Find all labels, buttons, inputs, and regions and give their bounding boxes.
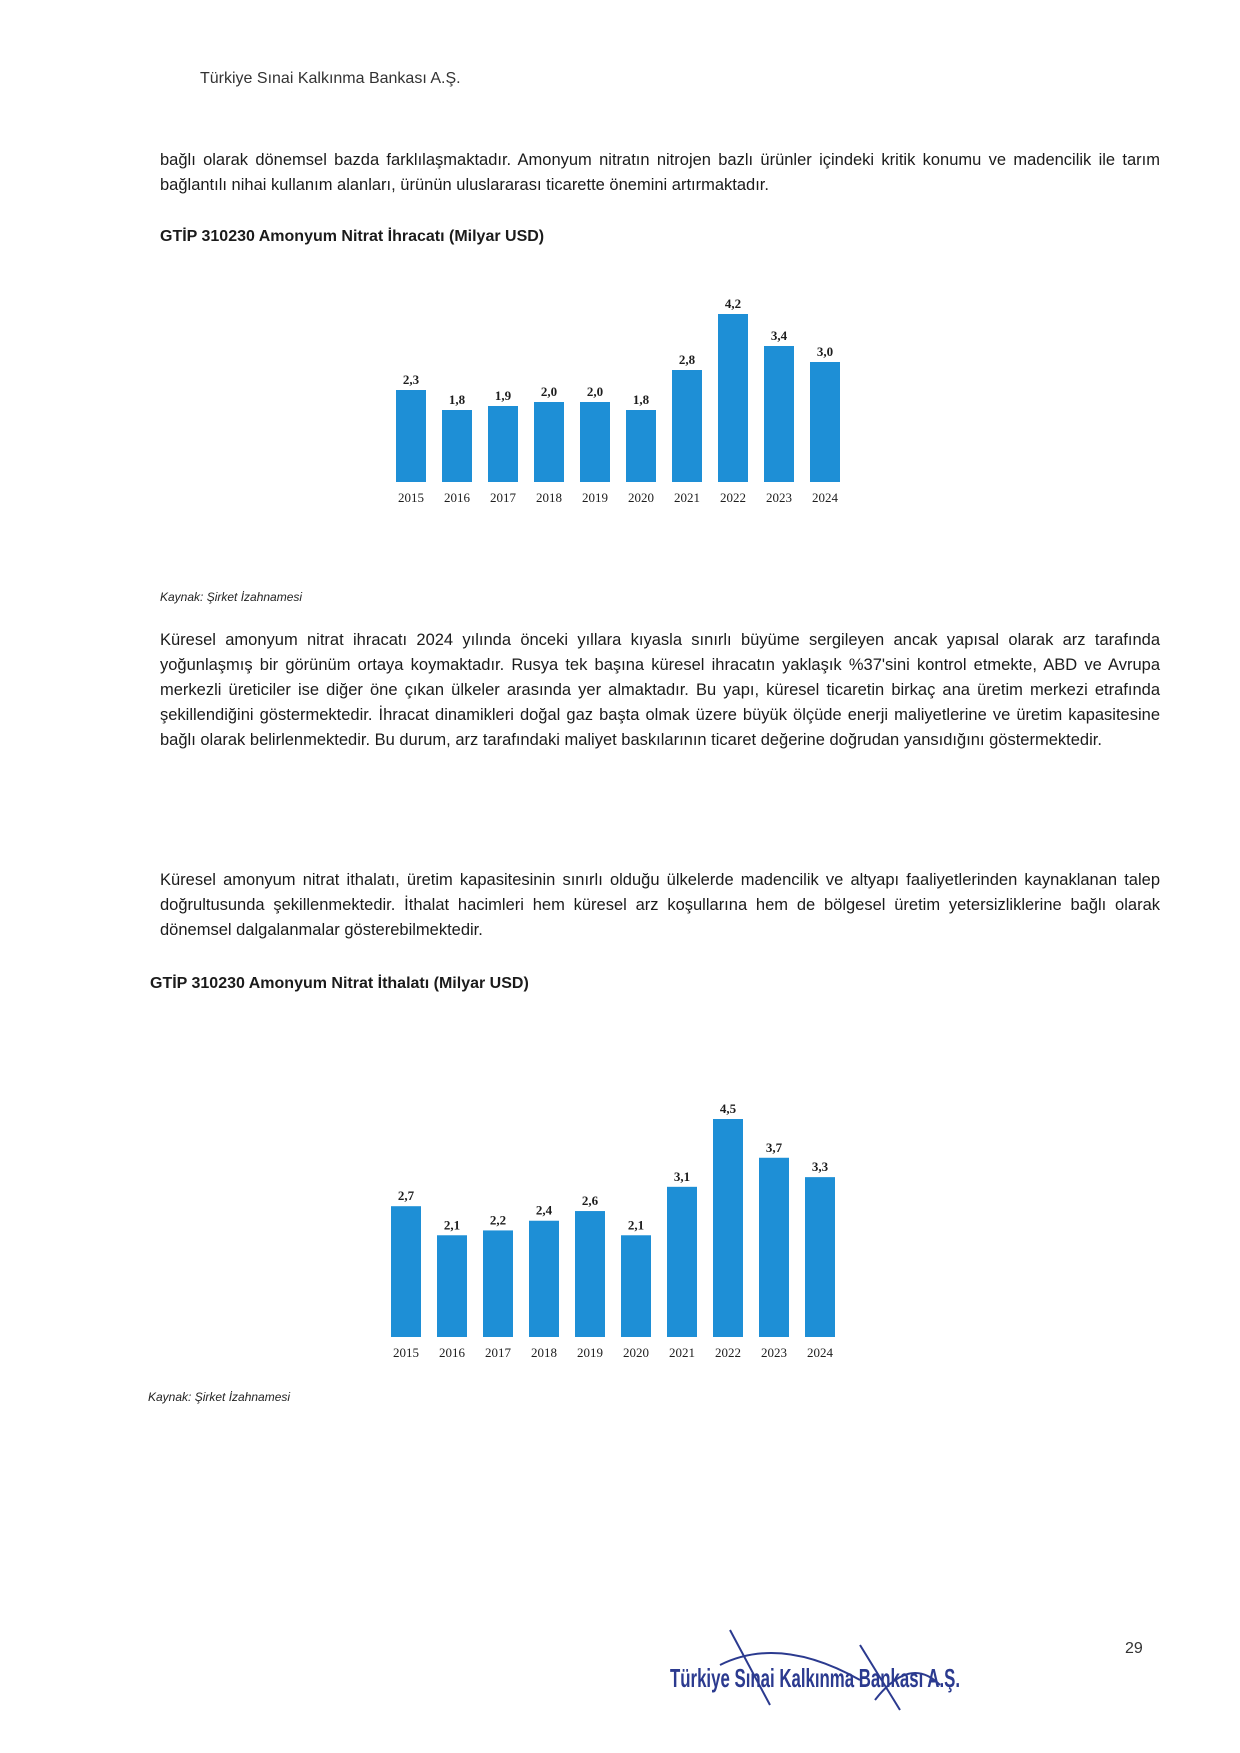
bar-2019 bbox=[580, 402, 610, 482]
bar-2024 bbox=[810, 362, 840, 482]
bar-2018 bbox=[534, 402, 564, 482]
value-label-2022: 4,2 bbox=[724, 296, 742, 311]
export-chart-source: Kaynak: Şirket İzahnamesi bbox=[160, 590, 303, 604]
export-bar-chart bbox=[390, 296, 838, 515]
signature-stamp bbox=[660, 1625, 980, 1715]
import-chart-title: GTİP 310230 Amonyum Nitrat İthalatı (Milyar USD) bbox=[150, 975, 529, 992]
year-label-2018: 2018 bbox=[536, 490, 562, 505]
year-label-2024: 2024 bbox=[807, 1345, 833, 1360]
year-label-2016: 2016 bbox=[444, 490, 470, 505]
bar-2023 bbox=[764, 346, 794, 482]
value-label-2016: 2,1 bbox=[443, 1217, 461, 1233]
page-number: 29 bbox=[1125, 1640, 1143, 1657]
value-label-2020: 1,8 bbox=[632, 392, 650, 407]
bar-2018 bbox=[529, 1221, 559, 1337]
year-label-2018: 2018 bbox=[531, 1345, 557, 1360]
year-label-2024: 2024 bbox=[812, 490, 838, 505]
value-label-2016: 1,8 bbox=[448, 392, 466, 407]
value-label-2024: 3,0 bbox=[816, 344, 834, 359]
value-label-2017: 2,2 bbox=[489, 1212, 507, 1228]
year-label-2020: 2020 bbox=[628, 490, 654, 505]
bar-2017 bbox=[483, 1230, 513, 1337]
value-label-2018: 2,0 bbox=[540, 384, 558, 399]
value-label-2024: 3,3 bbox=[811, 1159, 829, 1175]
body-paragraph-2: Küresel amonyum nitrat ihracatı 2024 yılında önceki yıllara kıyasla sınırlı büyüme sergileyen ancak yapısal olarak arz tarafında yoğunlaşmış bir görünüm ortaya koymaktadır. Rusya tek başına küresel ihracatın yaklaşık %37'sini kontrol etmekte, ABD ve Avrupa merkezli üreticiler ise diğer öne çıkan ülkeler arasında yer almaktadır. Bu yapı, küresel ticaretin birkaç ana üretim merkezi etrafında şekillendiğini göstermektedir. İhracat dinamikleri doğal gaz başta olmak üzere büyük ölçüde enerji maliyetlerine ve üretim kapasitesine bağlı olarak belirlenmektedir. Bu durum, arz tarafındaki maliyet baskılarının ticaret değerine doğrudan yansıdığını göstermektedir. bbox=[160, 631, 1160, 749]
value-label-2023: 3,7 bbox=[765, 1139, 783, 1155]
bar-2020 bbox=[621, 1235, 651, 1337]
year-label-2015: 2015 bbox=[398, 490, 424, 505]
value-label-2017: 1,9 bbox=[494, 388, 512, 403]
value-label-2019: 2,6 bbox=[581, 1193, 599, 1209]
year-label-2022: 2022 bbox=[720, 490, 746, 505]
value-label-2023: 3,4 bbox=[770, 328, 788, 343]
value-label-2021: 3,1 bbox=[673, 1168, 691, 1184]
year-label-2015: 2015 bbox=[393, 1345, 419, 1360]
export-chart-svg bbox=[390, 296, 838, 510]
body-paragraph-3: Küresel amonyum nitrat ithalatı, üretim kapasitesinin sınırlı olduğu ülkelerde madencilik ve altyapı faaliyetlerinden kaynaklanan talep doğrultusunda şekillenmektedir. İthalat hacimleri hem küresel arz koşullarına hem de bölgesel üretim yetersizliklerine bağlı olarak dönemsel dalgalanmalar gösterebilmektedir. bbox=[160, 871, 1160, 939]
bar-2019 bbox=[575, 1211, 605, 1337]
value-label-2019: 2,0 bbox=[586, 384, 604, 399]
value-label-2020: 2,1 bbox=[627, 1217, 645, 1233]
bar-2020 bbox=[626, 410, 656, 482]
bar-2021 bbox=[667, 1187, 697, 1337]
year-label-2019: 2019 bbox=[582, 490, 608, 505]
year-label-2022: 2022 bbox=[715, 1345, 741, 1360]
year-label-2021: 2021 bbox=[674, 490, 700, 505]
value-label-2022: 4,5 bbox=[719, 1101, 737, 1116]
export-chart-title: GTİP 310230 Amonyum Nitrat İhracatı (Milyar USD) bbox=[160, 228, 545, 245]
bar-2024 bbox=[805, 1177, 835, 1337]
bar-2015 bbox=[396, 390, 426, 482]
year-label-2023: 2023 bbox=[761, 1345, 787, 1360]
import-chart-svg bbox=[385, 1101, 833, 1365]
import-bar-chart bbox=[385, 1101, 833, 1370]
year-label-2023: 2023 bbox=[766, 490, 792, 505]
year-label-2021: 2021 bbox=[669, 1345, 695, 1360]
year-label-2019: 2019 bbox=[577, 1345, 603, 1360]
bar-2023 bbox=[759, 1158, 789, 1337]
bar-2016 bbox=[437, 1235, 467, 1337]
value-label-2018: 2,4 bbox=[535, 1202, 553, 1218]
value-label-2015: 2,7 bbox=[397, 1188, 415, 1204]
bar-2016 bbox=[442, 410, 472, 482]
import-chart-source: Kaynak: Şirket İzahnamesi bbox=[148, 1390, 291, 1404]
year-label-2017: 2017 bbox=[485, 1345, 511, 1360]
year-label-2016: 2016 bbox=[439, 1345, 465, 1360]
body-paragraph-1: bağlı olarak dönemsel bazda farklılaşmaktadır. Amonyum nitratın nitrojen bazlı ürünler içindeki kritik konumu ve madencilik ile tarım bağlantılı nihai kullanım alanları, ürünün uluslararası ticarette önemini artırmaktadır. bbox=[160, 151, 1160, 194]
signature-stamp-text: Türkiye Sınai Kalkınma Bankası A.Ş. bbox=[670, 1663, 960, 1693]
bar-2021 bbox=[672, 370, 702, 482]
bar-2015 bbox=[391, 1206, 421, 1337]
value-label-2021: 2,8 bbox=[678, 352, 696, 367]
page-header-company: Türkiye Sınai Kalkınma Bankası A.Ş. bbox=[200, 70, 461, 87]
value-label-2015: 2,3 bbox=[402, 372, 420, 387]
bar-2022 bbox=[718, 314, 748, 482]
bar-2022 bbox=[713, 1119, 743, 1337]
bar-2017 bbox=[488, 406, 518, 482]
year-label-2017: 2017 bbox=[490, 490, 516, 505]
year-label-2020: 2020 bbox=[623, 1345, 649, 1360]
